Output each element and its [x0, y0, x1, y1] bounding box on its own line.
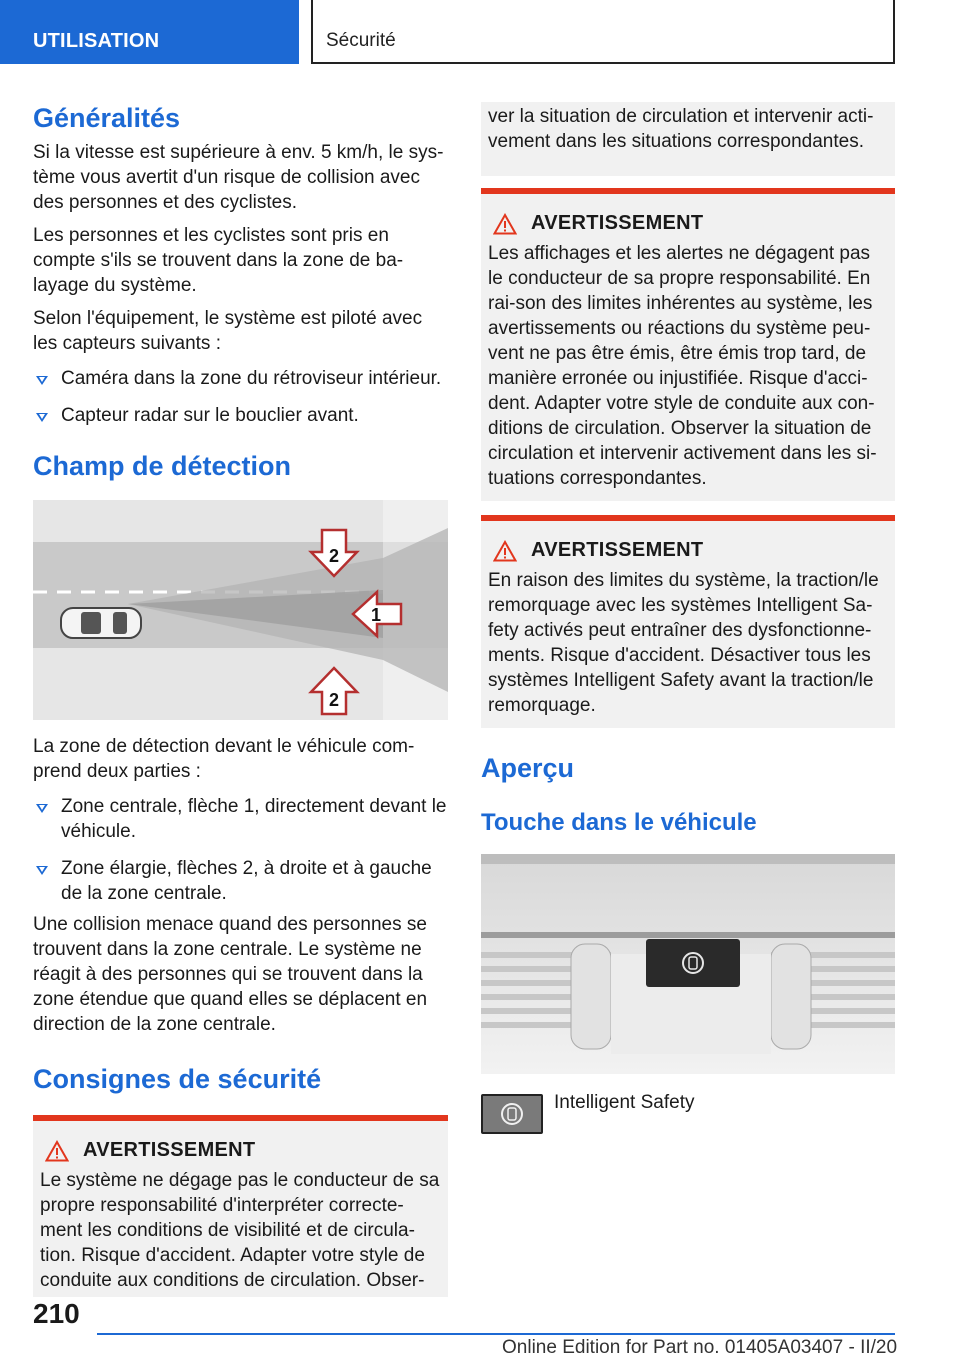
warning-box [33, 1115, 448, 1297]
button-label: Intelligent Safety [554, 1092, 695, 1113]
warning-box [481, 188, 895, 501]
triangle-bullet-icon [36, 866, 48, 875]
footer-rule [97, 1333, 895, 1335]
triangle-bullet-icon [36, 804, 48, 813]
list-item: Caméra dans la zone du rétroviseur intérieur. [33, 366, 448, 391]
heading-consignes: Consignes de sécurité [33, 1064, 322, 1094]
button-legend-row [481, 1094, 895, 1138]
warning-text: ver la situation de circulation et intervenir acti-vement dans les situations correspondantes. [488, 106, 874, 152]
paragraph: Si la vitesse est supérieure à env. 5 km/h, le sys-tème vous avertit d'un risque de collision avec des personnes et des cyclistes. [33, 142, 444, 213]
triangle-bullet-icon [36, 376, 48, 385]
arrow-2-bottom-label: 2 [328, 690, 340, 710]
heading-generalites: Généralités [33, 103, 181, 133]
heading-apercu: Aperçu [481, 753, 575, 783]
intelligent-safety-icon [483, 1096, 541, 1132]
right-column [481, 102, 895, 1138]
paragraph: La zone de détection devant le véhicule com-prend deux parties : [33, 736, 415, 782]
warning-continuation [481, 102, 895, 176]
sensor-list [33, 366, 448, 428]
warning-triangle-icon [493, 540, 517, 562]
section-title: Sécurité [326, 30, 396, 51]
warning-triangle-icon [493, 213, 517, 235]
button-location-photo [481, 854, 895, 1074]
intelligent-safety-button[interactable] [481, 1094, 543, 1134]
list-item: Zone centrale, flèche 1, directement devant le véhicule. [33, 794, 448, 844]
arrow-1-label: 1 [370, 605, 382, 625]
triangle-bullet-icon [36, 413, 48, 422]
zone-list [33, 794, 448, 906]
arrow-2-top-label: 2 [328, 546, 340, 566]
left-column [33, 102, 448, 1297]
warning-title: AVERTISSEMENT [45, 1139, 441, 1162]
chapter-tab [0, 0, 299, 64]
warning-title: AVERTISSEMENT [493, 539, 888, 562]
detection-field-diagram [33, 500, 448, 720]
paragraph: Selon l'équipement, le système est piloté avec les capteurs suivants : [33, 308, 423, 354]
list-item: Capteur radar sur le bouclier avant. [33, 403, 448, 428]
warning-text: Le système ne dégage pas le conducteur de sa propre responsabilité d'interpréter correcte-ment les conditions de visibilité et de circula-tion. Risque d'accident. Adapter votre style de conduite aux conditions de circulation. Obser- [40, 1170, 440, 1291]
paragraph: Les personnes et les cyclistes sont pris en compte s'ils se trouvent dans la zone de ba-layage du système. [33, 225, 404, 296]
chapter-title: UTILISATION [33, 30, 160, 52]
page-number: 210 [33, 1298, 80, 1329]
section-header [311, 0, 895, 64]
list-item: Zone élargie, flèches 2, à droite et à gauche de la zone centrale. [33, 856, 448, 906]
warning-text: En raison des limites du système, la traction/le remorquage avec les systèmes Intelligent Sa-fety activés peut entraîner des dysfonctionne-ments. Risque d'accident. Désactiver tous les systèmes Intelligent Safety avant la traction/le remorquage. [488, 570, 879, 716]
warning-triangle-icon [45, 1140, 69, 1162]
edition-footer: Online Edition for Part no. 01405A03407 - II/20 [502, 1337, 898, 1358]
warning-text: Les affichages et les alertes ne dégagent pas le conducteur de sa propre responsabilité. En rai-son des limites inhérentes au système, les avertissements ou réactions du système peu-vent ne pas être émis, être émis trop tard, de manière erronée ou injustifiée. Risque d'acci-dent. Adapter votre style de conduite aux con-ditions de circulation. Observer la situation de circulation et intervenir activement dans les si-tuations correspondantes. [488, 243, 877, 489]
heading-champ-detection: Champ de détection [33, 451, 292, 481]
heading-touche: Touche dans le véhicule [481, 809, 757, 836]
paragraph: Une collision menace quand des personnes se trouvent dans la zone centrale. Le système ne réagit à des personnes qui se trouvent dans la zone étendue que quand elles se déplacent en direction de la zone centrale. [33, 914, 428, 1035]
warning-box [481, 515, 895, 728]
warning-title: AVERTISSEMENT [493, 212, 888, 235]
detection-field-figure [33, 500, 448, 720]
